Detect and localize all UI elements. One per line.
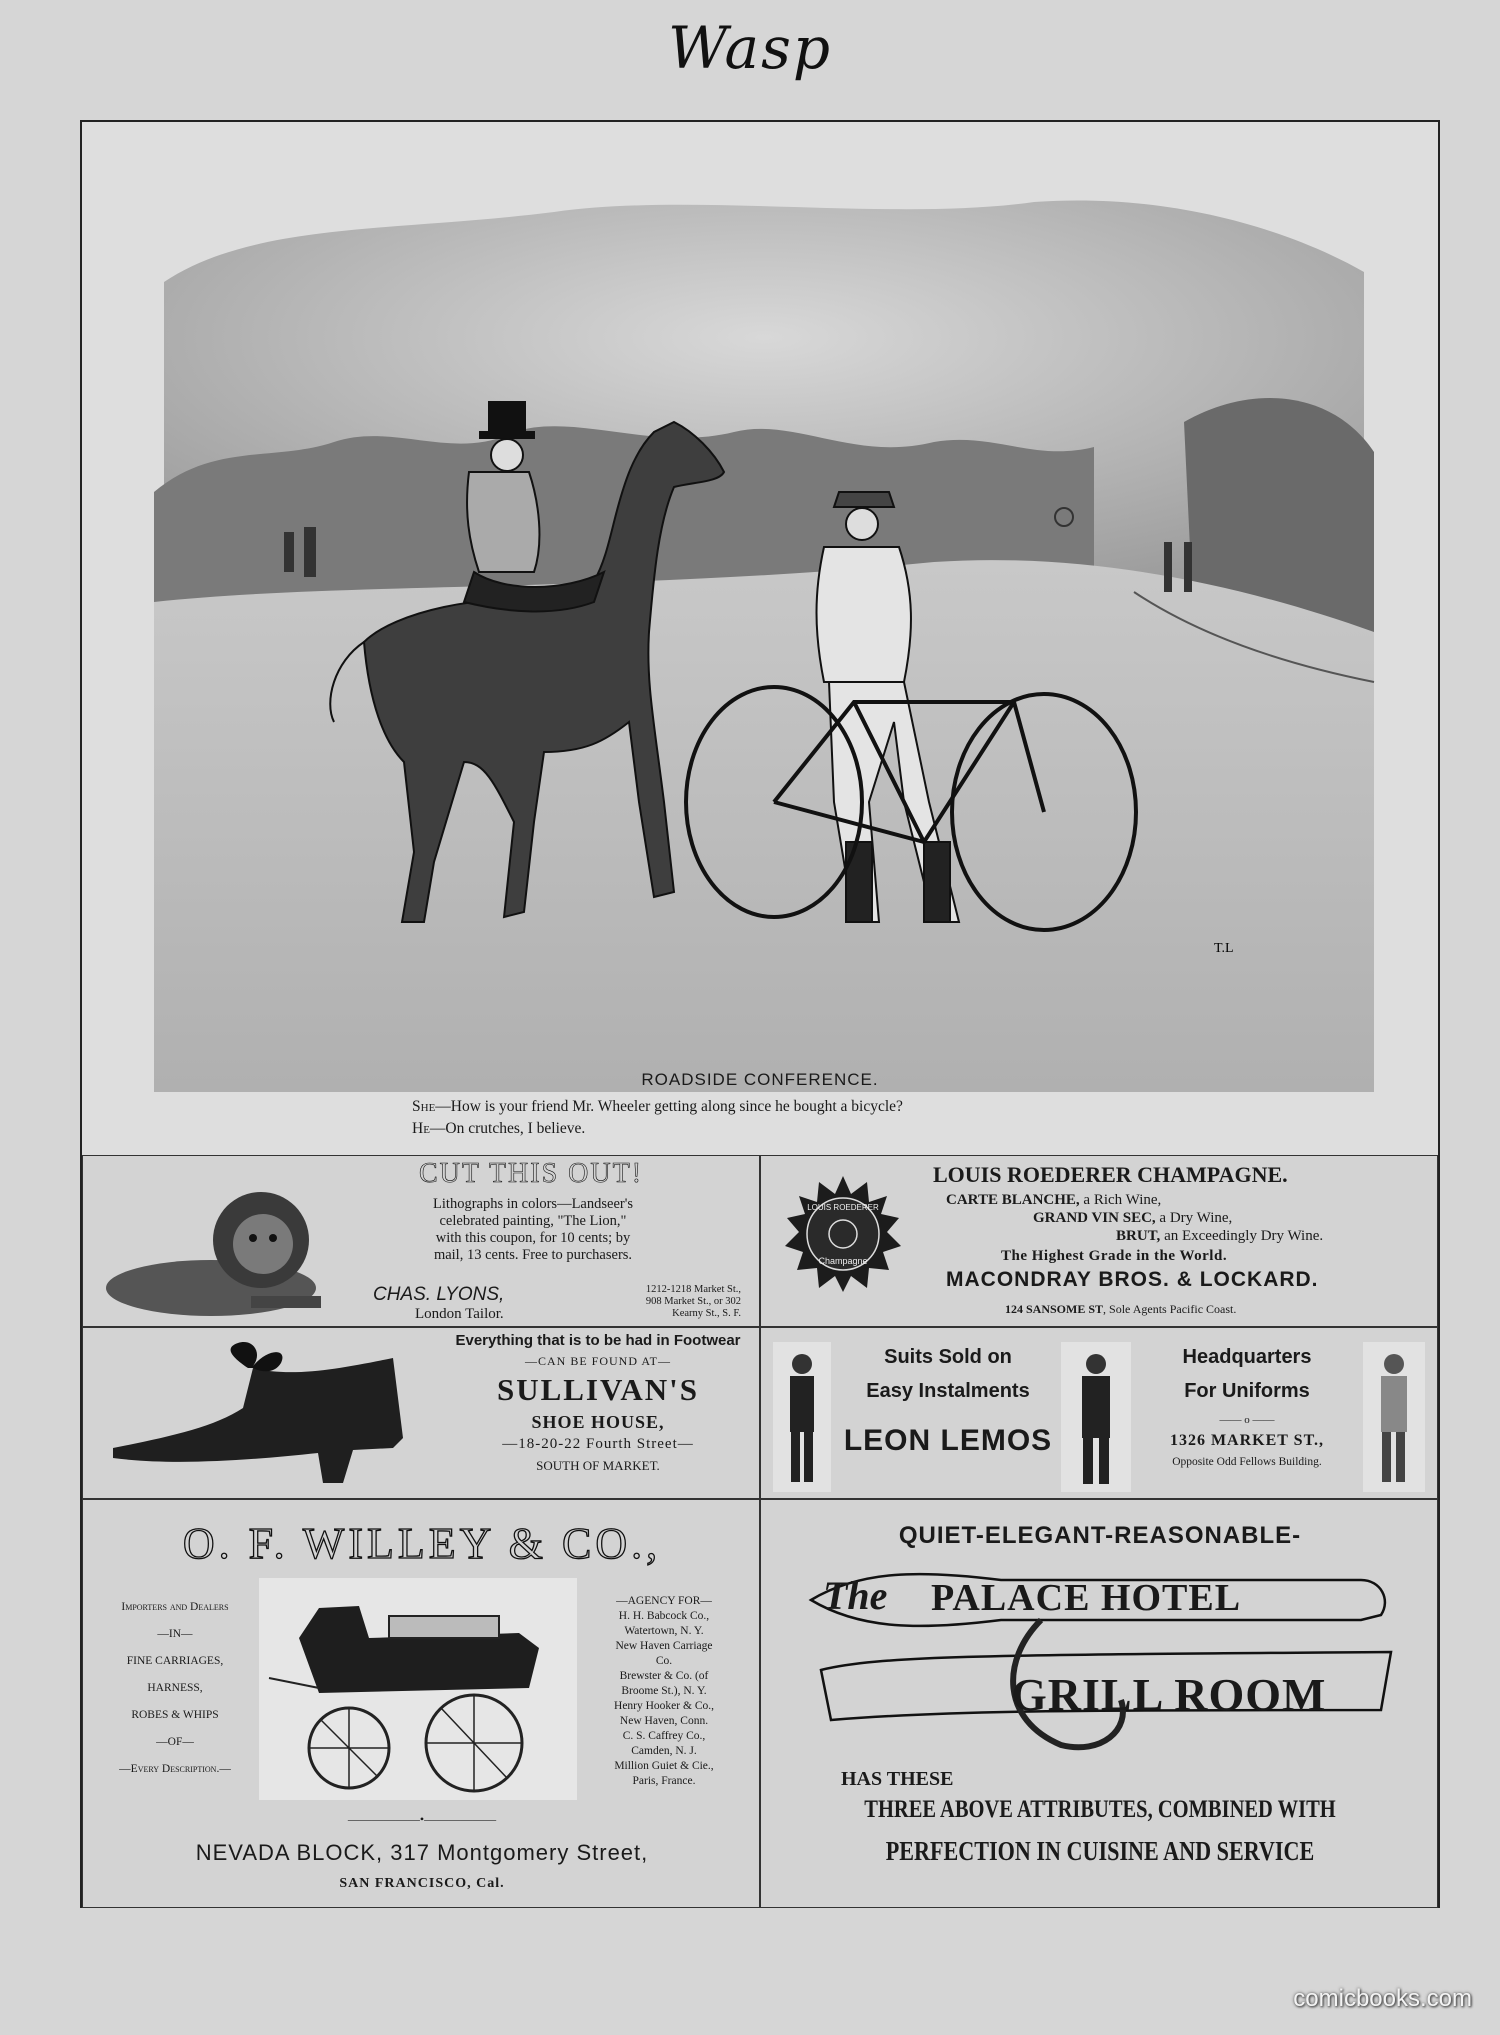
lion-tailor-name: CHAS. LYONS, [373,1284,505,1305]
lion-body-line: Lithographs in colors—Landseer's [433,1196,633,1212]
palace-tagline: QUIET-ELEGANT-REASONABLE- [898,1522,1302,1549]
lemos-left-line2: Easy Instalments [866,1380,1030,1402]
roederer-line3 [1116,1228,1323,1245]
uniform-figure-right [1363,1342,1425,1492]
lion-headline: CUT THIS OUT! [418,1158,644,1189]
lion-tailor-title: London Tailor. [415,1306,504,1322]
willey-left-line: ROBES & WHIPS [131,1709,219,1721]
willey-right-line: Paris, France. [632,1775,696,1787]
carriage-image [259,1578,577,1800]
roederer-carte-blanche: CARTE BLANCHE, [946,1192,1080,1208]
lion-address-line: 1212-1218 Market St., [645,1284,741,1295]
willey-right-column [579,1594,749,1789]
willey-right-line: H. H. Babcock Co., [618,1610,710,1622]
speaker-she: She [412,1098,436,1115]
lemos-divider: —— o —— [1219,1414,1275,1426]
lion-address-line: 908 Market St., or 302 [645,1296,741,1307]
willey-left-line: HARNESS, [147,1682,203,1694]
sullivan-subtitle: SHOE HOUSE, [531,1412,665,1432]
palace-line3: PERFECTION IN CUISINE AND SERVICE [885,1836,1315,1866]
palace-hotel-name: PALACE HOTEL [931,1577,1242,1619]
roadside-illustration [134,162,1384,1112]
roederer-line2-rest: a Dry Wine, [1155,1210,1233,1226]
lemos-name: LEON LEMOS [843,1424,1053,1457]
roederer-line1-rest: a Rich Wine, [1079,1192,1162,1208]
willey-left-line: —OF— [156,1736,194,1748]
willey-left-column [95,1594,255,1783]
speaker-he: He [412,1120,430,1137]
caption-she-text: —How is your friend Mr. Wheeler getting along since he bought a bicycle? [435,1098,903,1115]
masthead-title: Wasp [667,14,833,82]
roederer-address [1005,1302,1236,1317]
willey-right-line: C. S. Caffrey Co., [622,1730,706,1742]
sullivan-line2: —CAN BE FOUND AT— [524,1354,671,1368]
willey-city: SAN FRANCISCO, Cal. [339,1876,505,1891]
sullivan-line1: Everything that is to be had in Footwear [455,1332,741,1349]
ad-sullivans-shoe-house [82,1327,760,1499]
willey-left-line: —Every Description.— [119,1763,231,1775]
ad-lion-lithograph [82,1155,760,1327]
willey-address: NEVADA BLOCK, 317 Montgomery Street, [195,1840,649,1865]
willey-right-line: Million Guiet & Cie., [614,1760,714,1772]
lion-body-line: mail, 13 cents. Free to purchasers. [433,1247,633,1263]
lion-body [353,1196,713,1264]
lion-body-line: celebrated painting, "The Lion," [439,1213,627,1229]
willey-left-line: FINE CARRIAGES, [126,1655,224,1667]
shoe-image [103,1338,443,1488]
roederer-brut: BRUT, [1116,1228,1161,1244]
willey-name: O. F. WILLEY & CO., [182,1519,662,1568]
seal-top-text: LOUIS ROEDERER [807,1203,879,1212]
caption-line-he [412,1120,585,1138]
willey-right-line: Camden, N. J. [631,1745,697,1757]
watermark: comicbooks.com [1293,1985,1472,2012]
roederer-headline: LOUIS ROEDERER CHAMPAGNE. [933,1162,1288,1187]
lemos-address-note: Opposite Odd Fellows Building. [1172,1456,1322,1468]
caption-line-she [412,1098,903,1116]
ad-of-willey-carriages [82,1499,760,1908]
willey-left-line: Importers and Dealers [121,1601,229,1613]
willey-divider: ——————•—————— [347,1812,497,1826]
roederer-agents: MACONDRAY BROS. & LOCKARD. [946,1268,1319,1291]
willey-right-line: New Haven, Conn. [619,1715,709,1727]
roederer-seal-icon [783,1174,903,1294]
lemos-right-line1: Headquarters [1182,1346,1312,1368]
roederer-grade: The Highest Grade in the World. [1001,1248,1228,1264]
ad-palace-hotel-grill-room [760,1499,1438,1908]
roederer-line2 [1033,1210,1232,1227]
lion-address [581,1284,741,1320]
willey-right-line: Watertown, N. Y. [624,1625,704,1637]
artist-signature: T.L [1214,941,1234,956]
willey-right-line: Broome St.), N. Y. [621,1685,707,1697]
uniform-figure-center [1061,1342,1131,1492]
palace-line1: HAS THESE [841,1768,954,1790]
willey-right-line: Brewster & Co. (of [619,1670,709,1682]
roederer-address-street: 124 SANSOME ST [1005,1302,1104,1316]
willey-right-line: New Haven Carriage [615,1640,713,1652]
lemos-left-line1: Suits Sold on [884,1346,1012,1368]
lion-body-line: with this coupon, for 10 cents; by [435,1230,631,1246]
lemos-address: 1326 MARKET ST., [1169,1432,1325,1449]
ad-roederer-champagne [760,1155,1438,1327]
lion-address-line: Kearny St., S. F. [672,1308,741,1319]
willey-right-line: Henry Hooker & Co., [614,1700,714,1712]
sullivan-address: —18-20-22 Fourth Street— [502,1436,694,1452]
roederer-address-rest: , Sole Agents Pacific Coast. [1103,1302,1237,1316]
caption-title: ROADSIDE CONFERENCE. [641,1070,879,1089]
palace-the: The [823,1573,888,1618]
willey-right-line: —AGENCY FOR— [616,1595,712,1607]
ad-leon-lemos-uniforms [760,1327,1438,1499]
seal-bottom-text: Champagne [818,1256,868,1266]
lemos-right-line2: For Uniforms [1184,1380,1310,1402]
sullivan-name: SULLIVAN'S [496,1372,700,1407]
page-frame [80,120,1440,1908]
willey-left-line: —IN— [157,1628,193,1640]
lion-image [101,1178,321,1318]
palace-line2: THREE ABOVE ATTRIBUTES, COMBINED WITH [864,1796,1336,1823]
roederer-line1 [946,1192,1161,1209]
willey-right-line: Co. [655,1655,673,1667]
roederer-grand-vin-sec: GRAND VIN SEC, [1033,1210,1156,1226]
sullivan-area: SOUTH OF MARKET. [536,1458,660,1473]
roederer-line3-rest: an Exceedingly Dry Wine. [1160,1228,1324,1244]
palace-grill-room: GRILL ROOM [1011,1669,1327,1720]
uniform-figure-left [773,1342,831,1492]
caption-he-text: —On crutches, I believe. [429,1120,586,1137]
